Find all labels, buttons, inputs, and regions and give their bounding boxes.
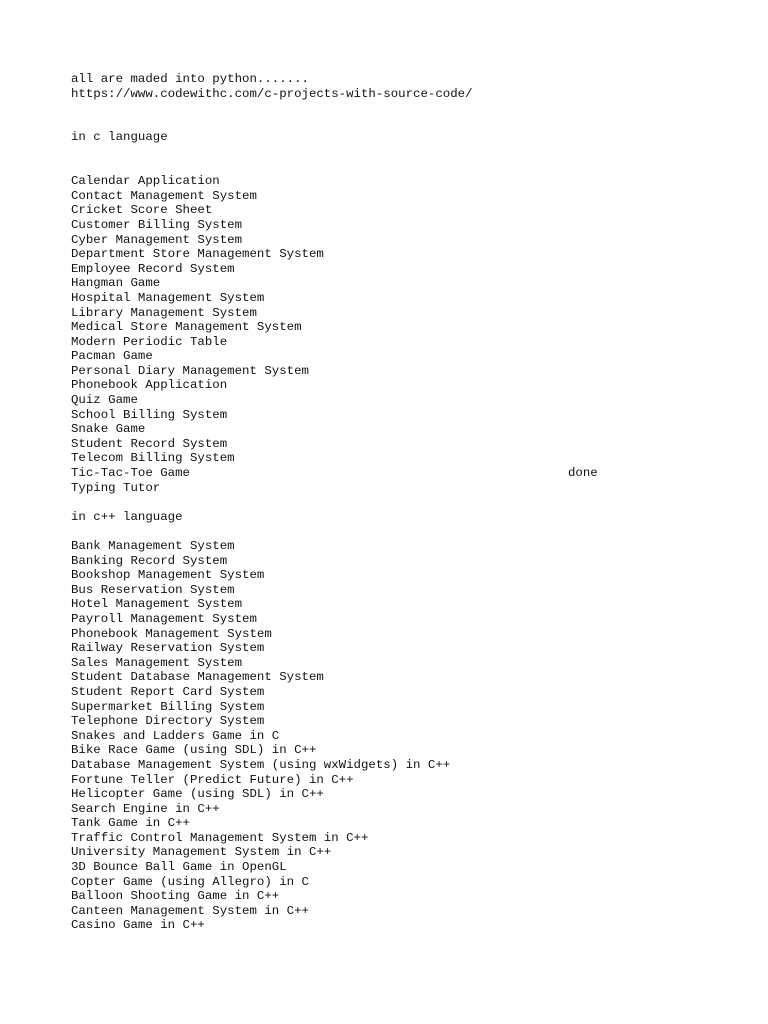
blank-line	[71, 145, 691, 160]
c-project-item	[71, 481, 691, 496]
cpp-project-item: Casino Game in C++	[71, 918, 205, 933]
c-project-item	[71, 320, 691, 335]
project-name: Department Store Management System	[71, 247, 324, 262]
c-project-item	[71, 437, 691, 452]
c-project-item	[71, 189, 691, 204]
c-project-item	[71, 393, 691, 408]
project-name: Personal Diary Management System	[71, 363, 309, 378]
c-project-item	[71, 378, 691, 393]
c-project-item	[71, 408, 691, 423]
cpp-project-item: Copter Game (using Allegro) in C	[71, 874, 309, 889]
project-name: Medical Store Management System	[71, 320, 302, 335]
cpp-project-item: Banking Record System	[71, 553, 228, 568]
blank-line	[71, 116, 691, 131]
cpp-project-item: Traffic Control Management System in C++	[71, 830, 369, 845]
c-project-item	[71, 276, 691, 291]
project-name: School Billing System	[71, 407, 228, 422]
cpp-project-item: Student Database Management System	[71, 670, 324, 685]
c-project-item	[71, 174, 691, 189]
c-project-item	[71, 451, 691, 466]
project-name: Phonebook Application	[71, 378, 228, 393]
cpp-project-item: Payroll Management System	[71, 611, 257, 626]
project-name: Library Management System	[71, 305, 257, 320]
cpp-project-item: University Management System in C++	[71, 845, 332, 860]
cpp-project-item: Railway Reservation System	[71, 641, 265, 656]
c-project-item	[71, 364, 691, 379]
cpp-project-item: Student Report Card System	[71, 684, 265, 699]
blank-line	[71, 524, 691, 539]
cpp-project-item: Hotel Management System	[71, 597, 243, 612]
cpp-project-list	[71, 539, 691, 933]
source-url: https://www.codewithc.com/c-projects-with-source-code/	[71, 86, 473, 101]
project-name: Cyber Management System	[71, 232, 243, 247]
project-name: Snake Game	[71, 422, 146, 437]
project-name: Typing Tutor	[71, 480, 161, 495]
c-project-item	[71, 306, 691, 321]
project-name: Tic-Tac-Toe Game	[71, 466, 190, 481]
cpp-project-item: Telephone Directory System	[71, 714, 265, 729]
header-note: all are maded into python.......	[71, 72, 309, 86]
c-project-item	[71, 262, 691, 277]
document-text	[71, 72, 691, 933]
cpp-project-item: Bus Reservation System	[71, 582, 235, 597]
cpp-section-heading: in c++ language	[71, 509, 183, 524]
c-section-heading: in c language	[71, 130, 168, 145]
cpp-project-item: Helicopter Game (using SDL) in C++	[71, 787, 324, 802]
cpp-project-item: Search Engine in C++	[71, 801, 220, 816]
cpp-project-item: Bookshop Management System	[71, 568, 265, 583]
cpp-project-item: Bank Management System	[71, 539, 235, 553]
project-name: Contact Management System	[71, 188, 257, 203]
c-project-item	[71, 247, 691, 262]
blank-line	[71, 160, 691, 175]
cpp-project-item: Snakes and Ladders Game in C	[71, 728, 280, 743]
blank-line	[71, 101, 691, 116]
project-name: Quiz Game	[71, 393, 138, 408]
project-name: Hangman Game	[71, 276, 161, 291]
cpp-project-item: Tank Game in C++	[71, 816, 190, 831]
cpp-project-item: Canteen Management System in C++	[71, 903, 309, 918]
c-project-item	[71, 349, 691, 364]
project-name: Hospital Management System	[71, 290, 265, 305]
cpp-project-item: Supermarket Billing System	[71, 699, 265, 714]
project-name: Pacman Game	[71, 349, 153, 364]
project-status: done	[568, 466, 598, 481]
cpp-project-item: Balloon Shooting Game in C++	[71, 889, 280, 904]
c-project-item	[71, 291, 691, 306]
project-name: Employee Record System	[71, 261, 235, 276]
project-name: Cricket Score Sheet	[71, 203, 213, 218]
project-name: Modern Periodic Table	[71, 334, 228, 349]
c-project-item	[71, 466, 691, 481]
project-name: Telecom Billing System	[71, 451, 235, 466]
cpp-project-item: Phonebook Management System	[71, 626, 272, 641]
project-name: Calendar Application	[71, 174, 220, 189]
cpp-project-item: Database Management System (using wxWidgets) in C++	[71, 757, 451, 772]
cpp-project-item: 3D Bounce Ball Game in OpenGL	[71, 860, 287, 875]
c-project-list	[71, 174, 691, 495]
cpp-project-item: Sales Management System	[71, 655, 243, 670]
cpp-project-item: Fortune Teller (Predict Future) in C++	[71, 772, 354, 787]
project-name: Customer Billing System	[71, 217, 243, 232]
c-project-item	[71, 233, 691, 248]
c-project-item	[71, 422, 691, 437]
c-project-item	[71, 203, 691, 218]
c-project-item	[71, 218, 691, 233]
cpp-project-item: Bike Race Game (using SDL) in C++	[71, 743, 317, 758]
project-name: Student Record System	[71, 436, 228, 451]
blank-line	[71, 495, 691, 510]
c-project-item	[71, 335, 691, 350]
